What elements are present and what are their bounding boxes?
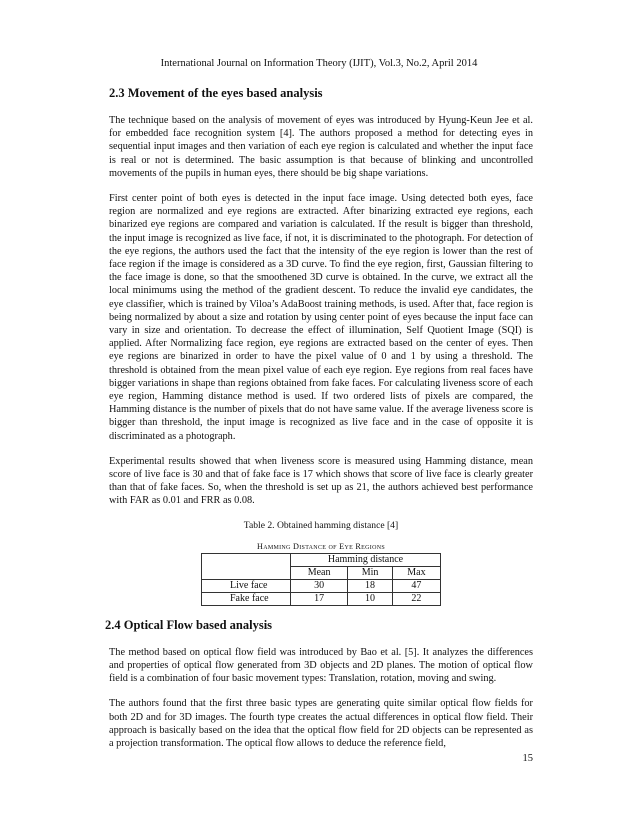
section-2-4 [105,617,533,750]
table-cell: 17 [291,592,348,605]
row-label: Fake face [202,592,291,605]
table-cell: 22 [392,592,440,605]
table-corner-cell [202,553,291,579]
table-cell: 30 [291,579,348,592]
section-2-3 [109,86,533,508]
column-header: Max [392,566,440,579]
section-heading: 2.4 Optical Flow based analysis [105,617,273,632]
section-heading: 2.3 Movement of the eyes based analysis [109,86,323,100]
table-cell: 47 [392,579,440,592]
paragraph: The authors found that the first three basic types are generating quite similar optical flow fields for both 2D and for 3D images. The fourth type creates the actual differences in optical flow field. Their approach is basically based on the idea that the optical flow field for 2D objects can be represented as a projection transformation. The optical flow allows to deduce the reference field, [109,698,533,749]
table-cell: 18 [348,579,393,592]
page-content [105,86,533,762]
table-title: Hamming Distance of Eye Regions [257,541,385,551]
page-number: 15 [522,753,533,764]
group-header: Hamming distance [291,553,441,566]
column-header: Min [348,566,393,579]
hamming-table-figure [201,542,441,606]
table-row [202,579,441,592]
table-header-row [202,553,441,566]
hamming-distance-table [201,553,441,606]
running-header: International Journal on Information Theory (IJIT), Vol.3, No.2, April 2014 [160,58,478,69]
table-caption: Table 2. Obtained hamming distance [4] [243,519,399,531]
table-row [202,592,441,605]
paragraph: First center point of both eyes is detected in the input face image. Using detected both eyes, face region are normalized and eye regions are extracted. After binarizing extracted eye regions, each binarized eye regions are compared and variation is calculated. If the result is bigger than threshold, the input image is recognized as live face, if not, it is discriminated to the photograph. For detection of the eye regions, the authors used the fact that the intensity of the eye region is lower than the rest of face region if the image is considered as a 3D curve. To find the eye region, first, Gaussian filtering to the face image is done, so that the smoothened 3D curve is obtained. In the curve, we extract all the local minimums using the method of the gradient descent. To reduce the invalid eye candidates, the eye classifier, which is trained by Viloa’s AdaBoost training methods, is used. After that, face region is being normalized by about a size and rotation by using center point of eyes because the input face can vary in size and orientation. To decrease the effect of illumination, Self Quotient Image (SQI) is applied. After Normalizing face region, eye regions are extracted based on the center of eyes. Then eye regions are binarized in order to have the pixel value of 0 and 1 by using a threshold. The threshold is obtained from the mean pixel value of each eye region. Eye regions from real faces have bigger variations in shape than regions obtained from fake faces. For calculating liveness score of each eye region, Hamming distance method is used. If two ordered lists of pixels are compared, the Hamming distance is the number of pixels that do not have same value. If the average liveness score is bigger than threshold, the input image is recognized as live face and in the case of opposite it is discriminated as a photograph. [109,193,533,442]
row-label: Live face [202,579,291,592]
table-cell: 10 [348,592,393,605]
column-header: Mean [291,566,348,579]
paragraph: Experimental results showed that when liveness score is measured using Hamming distance, mean score of live face is 30 and that of fake face is 17 which shows that score of live face is clearly greater than that of fake faces. So, when the threshold is set up as 21, the authors achieved best performance with FAR as 0.01 and FRR as 0.08. [109,455,533,507]
paragraph: The technique based on the analysis of movement of eyes was introduced by Hyung-Keun Jee et al. for embedded face recognition system [4]. The authors proposed a method for detecting eyes in sequential input images and then variation of each eye region is calculated and whether the input face is real or not is determined. The basic assumption is that because of blinking and uncontrolled movements of the pupils in human eyes, there should be big shape variations. [109,115,533,179]
paragraph: The method based on optical flow field was introduced by Bao et al. [5]. It analyzes the differences and properties of optical flow generated from 3D objects and 2D planes. The motion of optical flow field is a combination of four basic movement types: Translation, rotation, moving and swing. [109,646,533,685]
